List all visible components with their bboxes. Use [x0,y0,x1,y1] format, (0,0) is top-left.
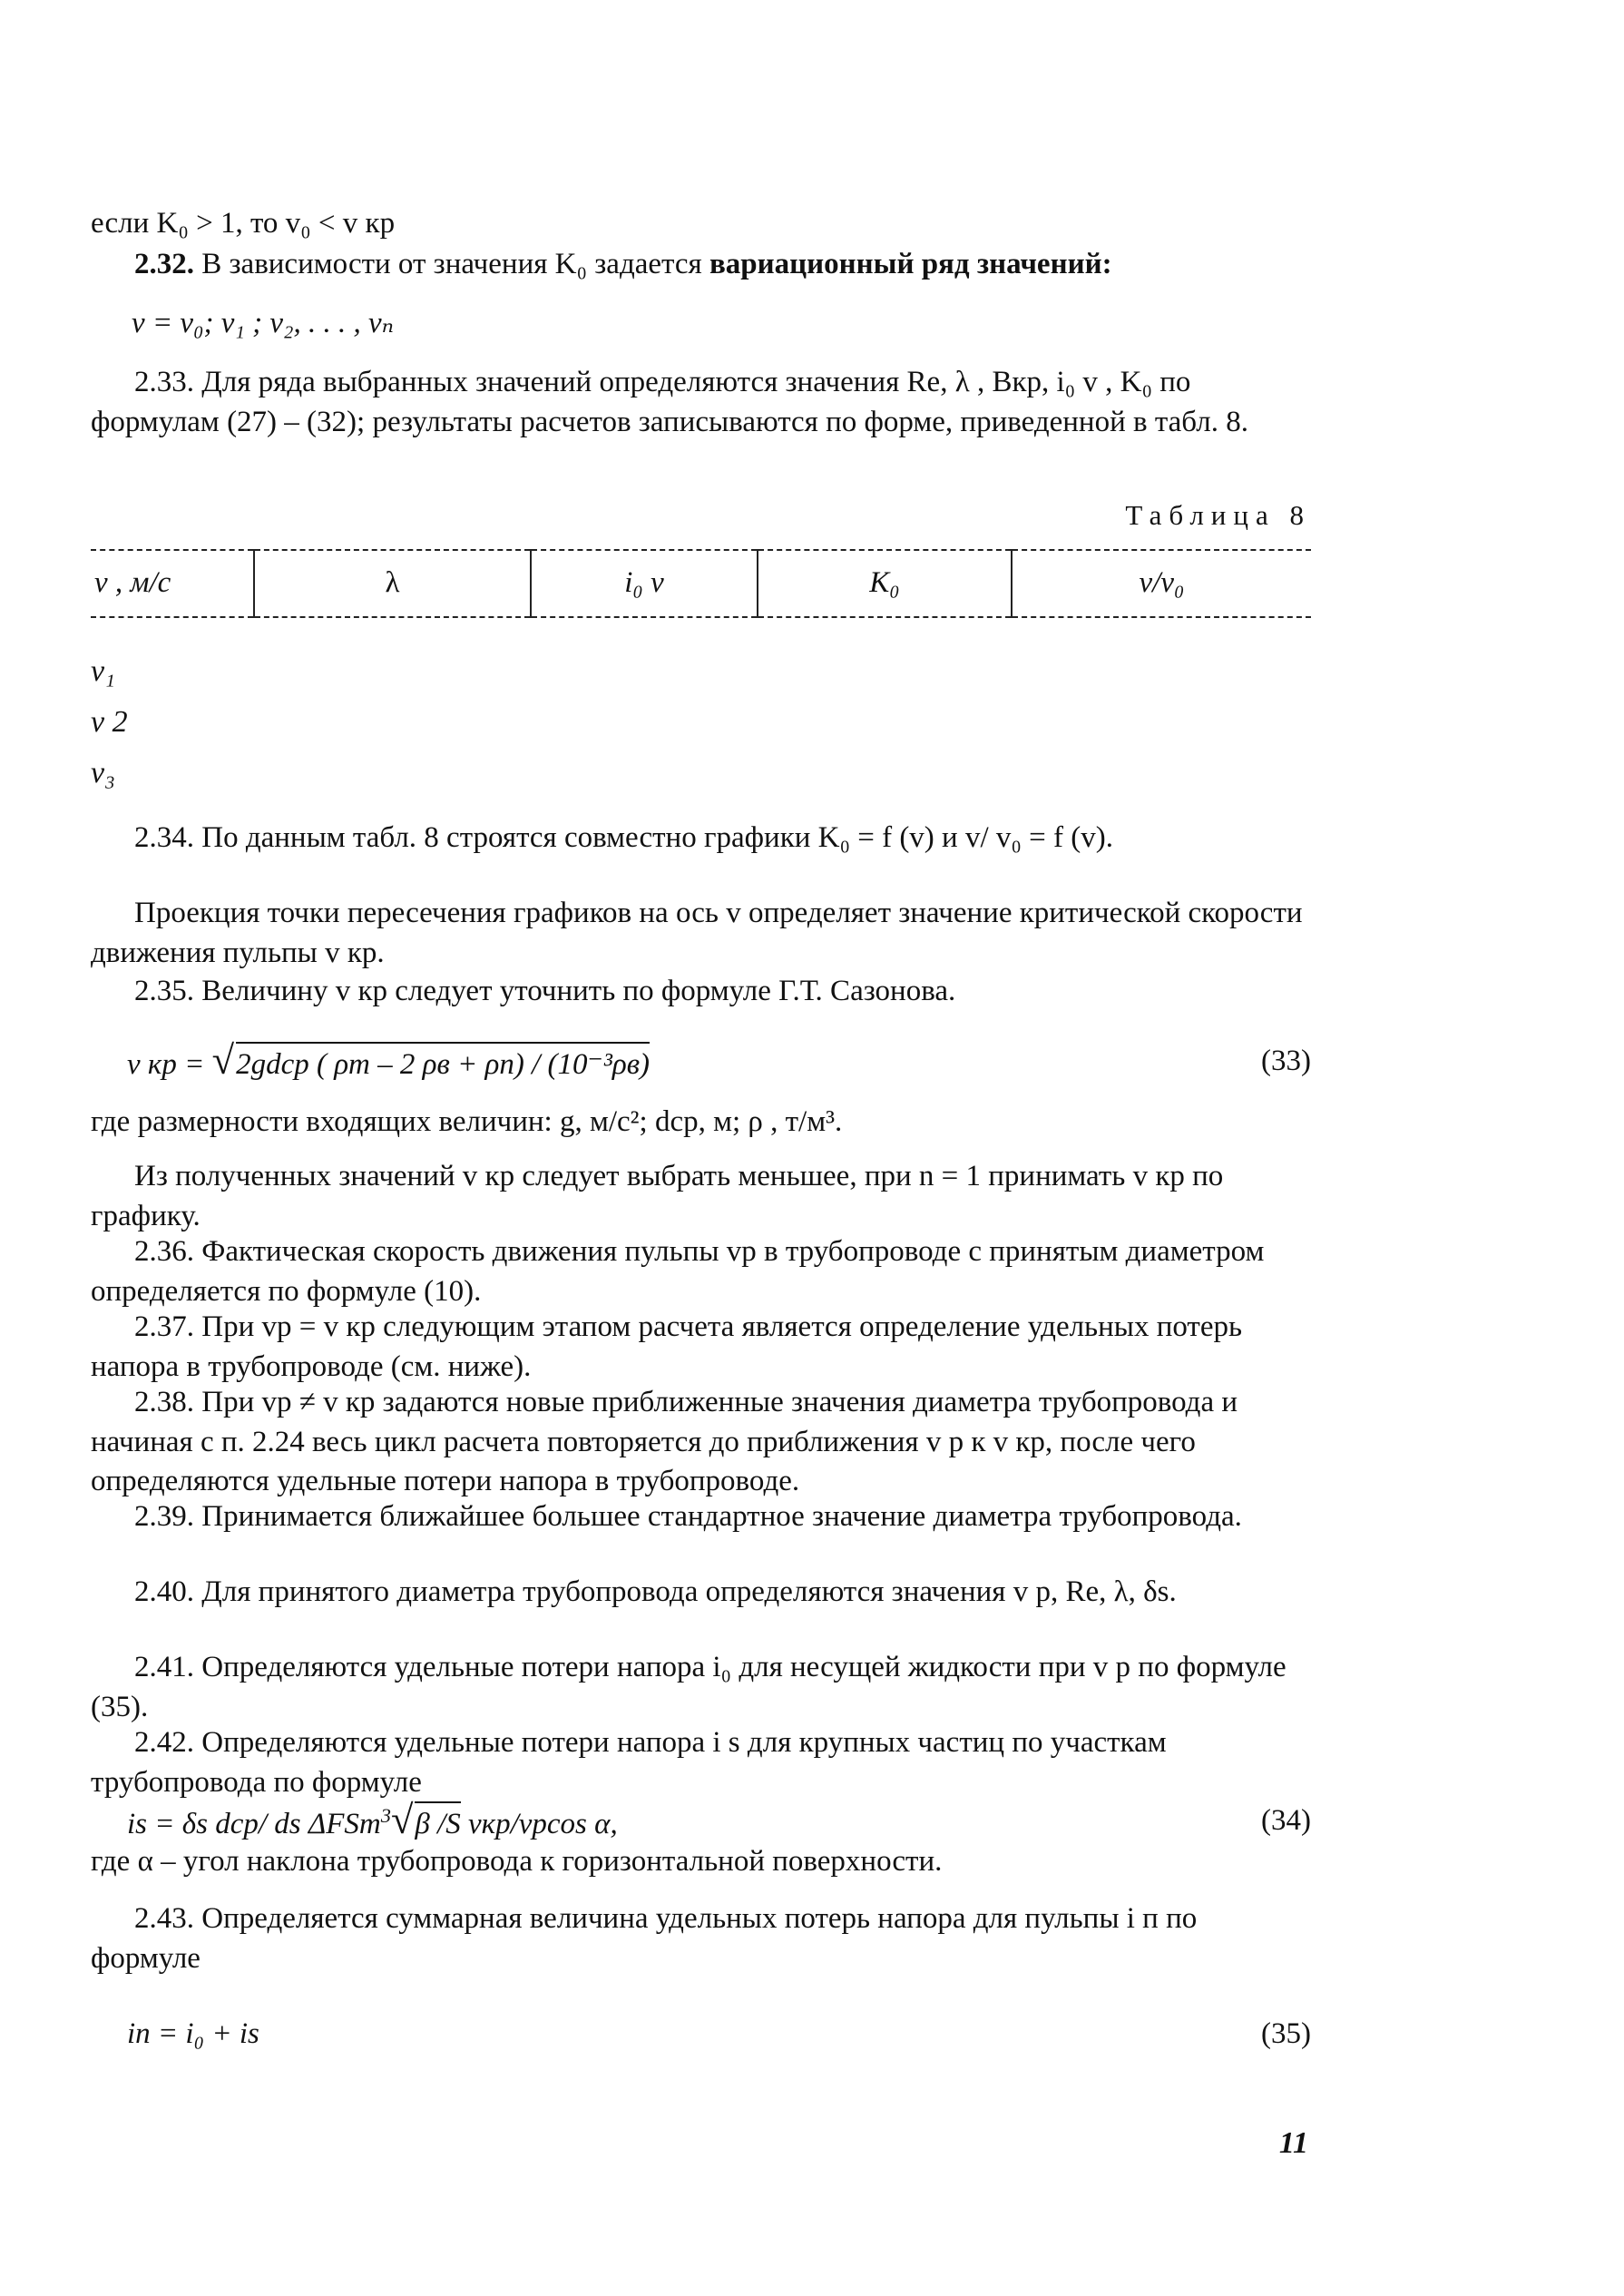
paragraph-2-32: 2.32. В зависимости от значения K₀ задается вариационный ряд значений: [134,248,1112,280]
table-row-labels [91,646,128,799]
formula-number: (35) [1261,2017,1311,2050]
paragraph-2-33: 2.33. Для ряда выбранных значений определяются значения Re, λ , Bкр, i₀ v , K₀ по формулам (27) – (32); результаты расчетов записываются по форме, приведенной в табл. 8. [91,366,1248,438]
condition-line: если K₀ > 1, то v₀ < v кр [91,207,396,240]
column-header: i₀ v [531,550,758,617]
page-number: 11 [1278,2126,1308,2160]
table-8 [91,549,1311,618]
table-row: v 2 [91,705,128,739]
table-header-row [91,550,1311,617]
where-33: где размерности входящих величин: g, м/с²; dср, м; ρ , т/м³. [91,1105,843,1138]
formula-34: is = δs dср/ ds ΔFSm$^3$√β /S vкр/vрcos α, (34) [127,1801,1311,1845]
column-header: v/v₀ [1012,550,1311,617]
paragraph-2-43: 2.43. Определяется суммарная величина удельных потерь напора для пульпы i п по формуле [91,1902,1198,1975]
formula-33: v кр = √2gdср ( ρт – 2 ρв + ρп) / (10⁻³ρв) (33) [127,1042,1311,1085]
paragraph-2-39: 2.39. Принимается ближайшее большее стандартное значение диаметра трубопровода. [134,1500,1242,1533]
paragraph-2-34: 2.34. По данным табл. 8 строятся совместно графики K₀ = f (v) и v/ v₀ = f (v). [134,821,1113,854]
formula-35: iп = i₀ + is (35) [127,2015,1311,2055]
column-header: v , м/с [91,550,254,617]
paragraph-2-40: 2.40. Для принятого диаметра трубопровода определяются значения v р, Re, λ, δs. [134,1575,1177,1608]
column-header: λ [254,550,531,617]
where-34: где α – угол наклона трубопровода к горизонтальной поверхности. [91,1845,943,1878]
paragraph-2-36: 2.36. Фактическая скорость движения пульпы vр в трубопроводе с принятым диаметром определяется по формуле (10). [91,1235,1265,1308]
table-row: v₁ [91,654,115,688]
table-row: v₃ [91,756,115,790]
radical-sign: √ [211,1037,235,1083]
paragraph-2-37: 2.37. При vр = v кр следующим этапом расчета является определение удельных потерь напора в трубопроводе (см. ниже). [91,1310,1243,1383]
paragraph-2-41: 2.41. Определяются удельные потери напора i₀ для несущей жидкости при v р по формуле (35). [91,1651,1286,1723]
radical-sign: √ [390,1797,414,1842]
paragraph-2-35: 2.35. Величину v кр следует уточнить по формуле Г.Т. Сазонова. [134,975,956,1007]
paragraph-2-38: 2.38. При vр ≠ v кр задаются новые приближенные значения диаметра трубопровода и начиная с п. 2.24 весь цикл расчета повторяется до приближения v р к v кр, после чего определяются удельные потери напора в трубопроводе. [91,1386,1238,1498]
formula-number: (33) [1261,1045,1311,1077]
paragraph-choose: Из полученных значений v кр следует выбрать меньшее, при n = 1 принимать v кр по графику. [91,1160,1224,1232]
paragraph-2-42: 2.42. Определяются удельные потери напора i s для крупных частиц по участкам трубопровода по формуле [91,1726,1167,1799]
value-series: v = v₀; v₁ ; v₂, . . . , vₙ [132,307,395,339]
paragraph-projection: Проекция точки пересечения графиков на ось v определяет значение критической скорости движения пульпы v кр. [91,897,1303,969]
table-caption: Таблица 8 [1125,499,1311,531]
column-header: K₀ [758,550,1012,617]
formula-number: (34) [1261,1804,1311,1837]
